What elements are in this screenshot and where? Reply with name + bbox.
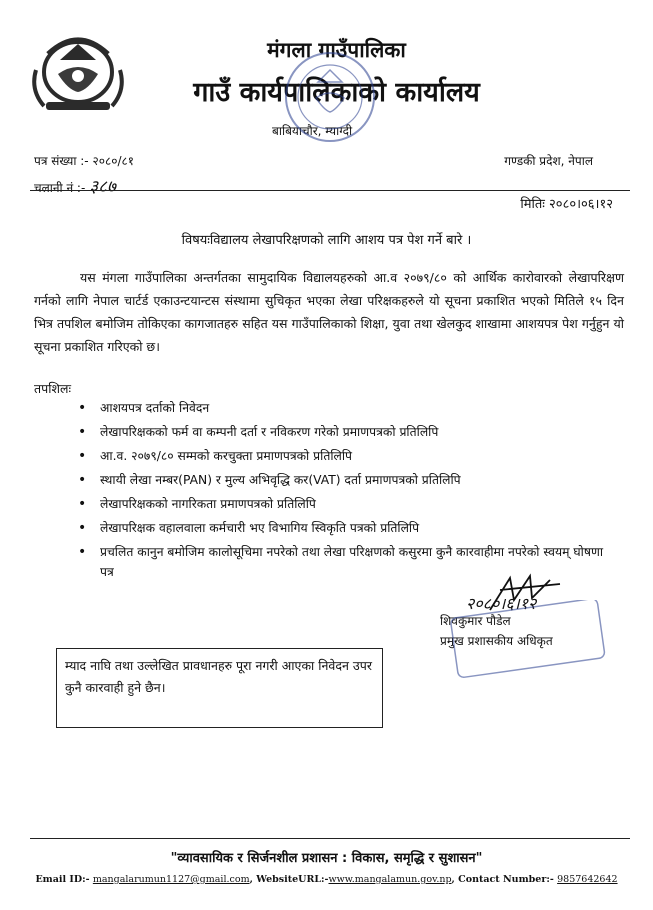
- footer-slogan: "व्यावसायिक र सिर्जनशील प्रशासन : विकास, समृद्धि र सुशासन": [170, 851, 483, 866]
- letter-subject: विषयःविद्यालय लेखापरिक्षणको लागि आशय पत्र पेश गर्ने बारे ।: [181, 233, 472, 248]
- letter-date: मितिः २०८०।०६।१२: [520, 197, 613, 212]
- list-item: • लेखापरिक्षकको नागरिकता प्रमाणपत्रको प्रतिलिपि: [60, 494, 620, 514]
- registration-number: चलानी नं :- ३८७: [34, 177, 116, 197]
- list-item: • प्रचलित कानुन बमोजिम कालोसूचिमा नपरेको तथा लेखा परिक्षणको कसुरमा कुनै कारवाहीमा नपरेको स्वयम् घोषणा पत्र: [60, 542, 620, 582]
- letter-body: यस मंगला गाउँपालिका अन्तर्गतका सामुदायिक विद्यालयहरुको आ.व २०७९/८० को आर्थिक कारोवारको लेखापरिक्षण गर्नको लागि नेपाल चार्टर्ड एकाउन्टयान्टस संस्थामा सुचिकृत भएका लेखा परिक्षकहरुले यो सूचना प्रकाशित भएको मितिले १५ दिन भित्र तपशिल बमोजिम तोकिएका कागजातहरु सहित यस गाउँपालिकाको शिक्षा, युवा तथा खेलकुद शाखामा आशयपत्र पेश गर्नुहुन यो सूचना प्रकाशित गरिएको छ।: [34, 270, 624, 354]
- list-item: • लेखापरिक्षकको फर्म वा कम्पनी दर्ता र नविकरण गरेको प्रमाणपत्रको प्रतिलिपि: [60, 422, 620, 442]
- designation-stamp-icon: [448, 600, 608, 680]
- list-heading: तपशिलः: [34, 381, 71, 396]
- website-link[interactable]: www.mangalamun.gov.np: [328, 874, 452, 885]
- requirements-list: [60, 398, 620, 586]
- signatory-title: प्रमुख प्रशासकीय अधिकृत: [440, 634, 553, 648]
- list-item: • स्थायी लेखा नम्बर(PAN) र मुल्य अभिवृद्धि कर(VAT) दर्ता प्रमाणपत्रको प्रतिलिपि: [60, 470, 620, 490]
- province-label: गण्डकी प्रदेश, नेपाल: [504, 154, 593, 168]
- notice-box: म्याद नाघि तथा उल्लेखित प्रावधानहरु पूरा नगरी आएका निवेदन उपर कुनै कारवाही हुने छैन।: [56, 648, 383, 728]
- municipality-name: मंगला गाउँपालिका: [267, 38, 406, 62]
- list-item: • आशयपत्र दर्ताको निवेदन: [60, 398, 620, 418]
- office-stamp-icon: [280, 42, 380, 152]
- reference-number: पत्र संख्या :- २०८०/८१: [34, 154, 134, 168]
- footer-contact: Email ID:- mangalarumun1127@gmail.com, WebsiteURL:-www.mangalamun.gov.np, Contact Number:- 9857642642: [35, 874, 618, 885]
- header-divider: [30, 190, 630, 191]
- email-link[interactable]: mangalarumun1127@gmail.com: [92, 874, 250, 885]
- contact-number: 9857642642: [557, 874, 618, 885]
- office-name: गाउँ कार्यपालिकाको कार्यालय: [193, 77, 480, 108]
- signature-date: २०८०।६।१२: [466, 594, 537, 613]
- signatory-name: शिवकुमार पौडेल: [440, 614, 511, 628]
- office-location: बाबियाचौर, म्याग्दी: [272, 124, 353, 138]
- list-item: • लेखापरिक्षक वहालवाला कर्मचारी भए विभागिय स्विकृति पत्रको प्रतिलिपि: [60, 518, 620, 538]
- list-item: • आ.व. २०७९/८० सम्मको करचुक्ता प्रमाणपत्रको प्रतिलिपि: [60, 446, 620, 466]
- footer-divider: [30, 838, 630, 839]
